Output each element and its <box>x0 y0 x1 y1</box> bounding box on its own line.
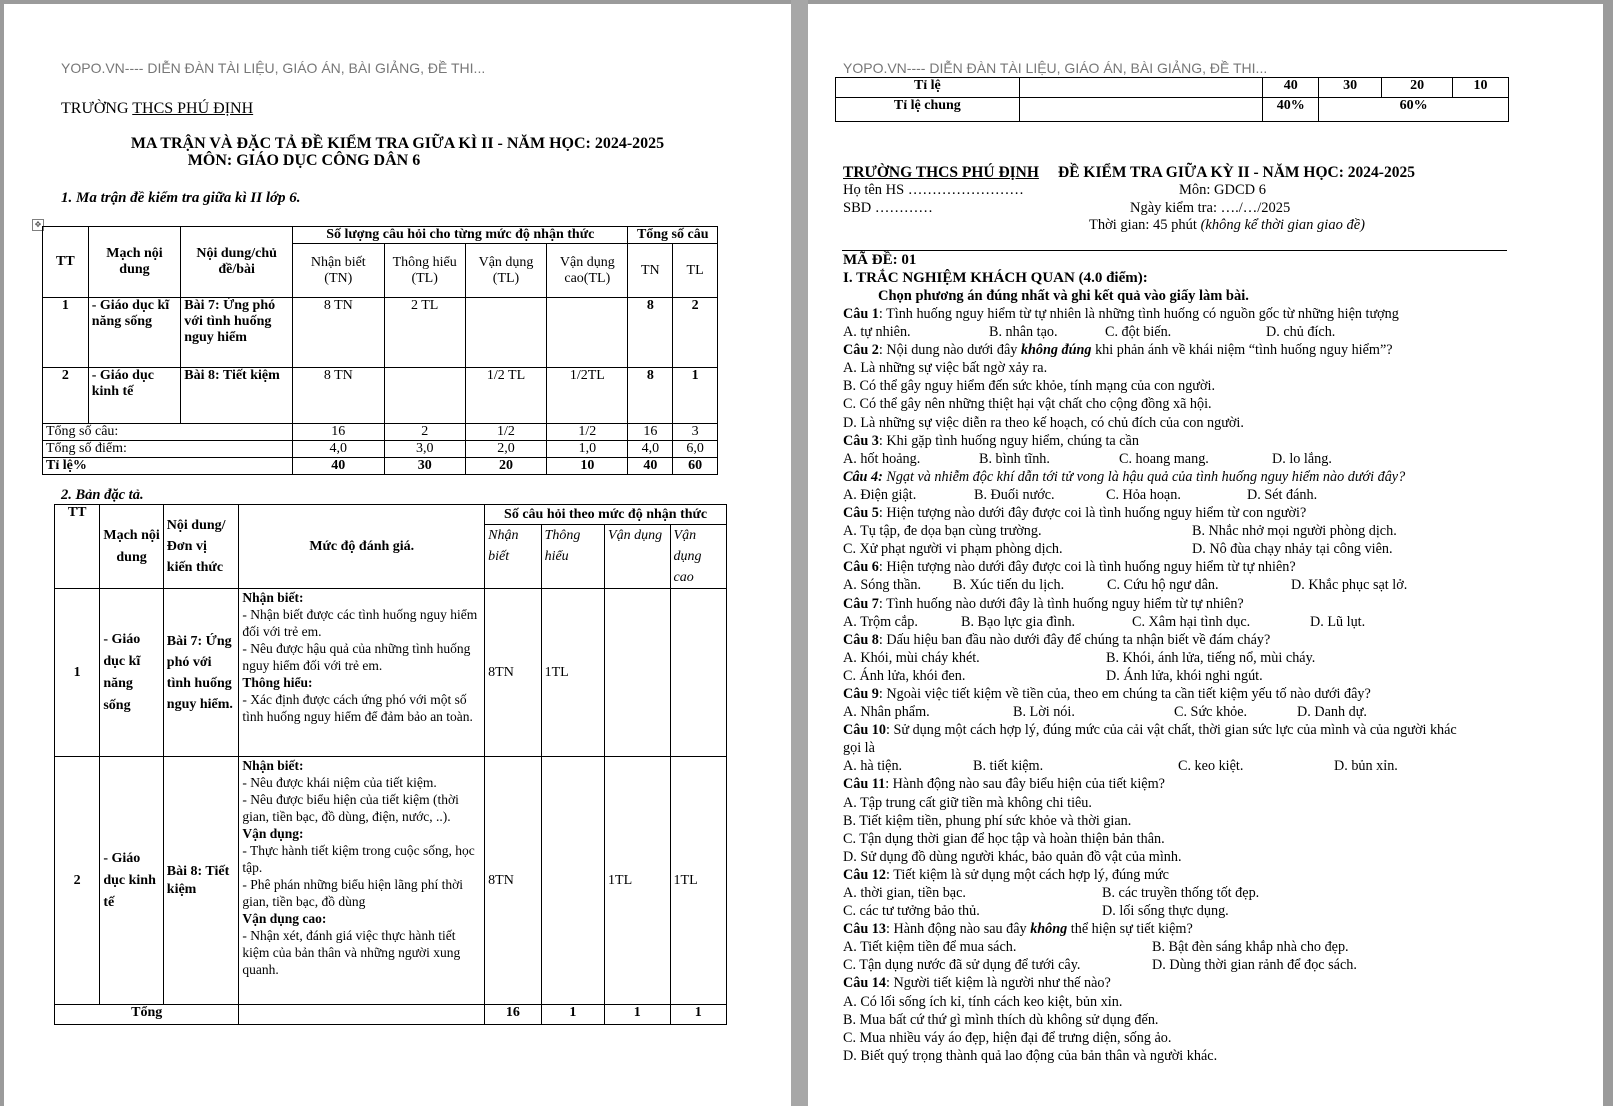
ratio-cell: 10 <box>1453 78 1509 98</box>
question-text: Ngạt và nhiễm độc khí dẫn tới tử vong là hậu quả của tình huống nguy hiểm nào dưới đây? <box>882 468 1406 485</box>
answer-option: D. Là những sự việc diễn ra theo kế hoạch, có chủ đích của con người. <box>843 414 1244 431</box>
answer-row <box>843 703 1492 721</box>
spec-level-item: - Xác định được cách ứng phó với một số tình huống nguy hiểm để đảm bảo an toàn. <box>242 692 473 724</box>
matrix-cell-tn: 8 <box>628 298 673 368</box>
exam-time-text: Thời gian: 45 phút <box>1089 217 1201 233</box>
matrix-sum-vdc: 1/2 <box>547 424 628 441</box>
answer-option: B. Đuối nước. <box>974 486 1055 503</box>
matrix-h-soluong: Số lượng câu hỏi cho từng mức độ nhận thức <box>293 227 628 244</box>
matrix-cell-th <box>384 368 465 424</box>
exam-subject: Môn: GDCD 6 <box>1179 182 1267 198</box>
spec-level-heading: Vận dụng cao: <box>242 911 327 926</box>
answer-option: A. Tập trung cất giữ tiền mà không chi tiêu. <box>843 794 1092 811</box>
table-row <box>55 757 727 1005</box>
answer-row <box>843 1011 1492 1029</box>
matrix-cell-tt: 1 <box>43 298 89 368</box>
spec-cell-mucdo <box>239 589 485 757</box>
matrix-sum-vdc: 10 <box>547 458 628 475</box>
question-stem <box>843 432 1492 450</box>
answer-option: C. hoang mang. <box>1119 450 1209 467</box>
matrix-h-tn: TN <box>628 244 673 298</box>
matrix-h-tl: TL <box>673 244 718 298</box>
matrix-sum-tl: 60 <box>673 458 718 475</box>
question-label: Câu 13 <box>843 921 886 938</box>
exam-code: MÃ ĐỀ: 01 <box>843 252 917 268</box>
table-row <box>55 589 727 757</box>
question-text: : Hiện tượng nào dưới đây được coi là tình huống nguy hiểm từ con người? <box>878 505 1307 522</box>
spec-level-heading: Vận dụng: <box>242 826 304 841</box>
answer-option: D. lo lắng. <box>1272 450 1332 467</box>
site-header: YOPO.VN---- DIỄN ĐÀN TÀI LIỆU, GIÁO ÁN, BÀI GIẢNG, ĐỀ THI... <box>843 60 1268 76</box>
matrix-sum-label: Tổng số câu: <box>43 424 293 441</box>
answer-option: B. Tiết kiệm tiền, phung phí sức khỏe và thời gian. <box>843 812 1132 829</box>
answer-option: A. Khói, mùi cháy khét. <box>843 649 980 666</box>
question-label: Câu 9 <box>843 685 879 702</box>
matrix-cell-tl: 1 <box>673 368 718 424</box>
spec-total-vdc: 1 <box>670 1005 726 1025</box>
spec-total-nb: 16 <box>485 1005 541 1025</box>
section1-heading: 1. Ma trận đề kiểm tra giữa kì II lớp 6. <box>61 190 301 206</box>
ratio-cell: 40% <box>1263 98 1319 122</box>
spec-h-vd: Vận dụng <box>605 525 670 589</box>
matrix-h-nb: Nhận biết (TN) <box>293 244 384 298</box>
matrix-sum-th: 3,0 <box>384 441 465 458</box>
question-emphasis: không <box>1030 921 1068 938</box>
question-text: : Nội dung nào dưới đây <box>878 342 1021 359</box>
spec-level-item: - Nêu được khái niệm của tiết kiệm. <box>242 775 437 790</box>
answer-option: D. Khắc phục sạt lở. <box>1291 577 1408 594</box>
answer-option: C. keo kiệt. <box>1178 758 1244 775</box>
answer-option: C. Có thể gây nên những thiệt hại vật chất cho cộng đồng xã hội. <box>843 396 1212 413</box>
matrix-cell-tn: 8 <box>628 368 673 424</box>
part1-heading: I. TRẮC NGHIỆM KHÁCH QUAN (4.0 điểm): <box>843 270 1148 286</box>
answer-option: D. lối sống thực dụng. <box>1102 903 1229 920</box>
answer-row <box>843 757 1492 775</box>
section2-heading: 2. Bản đặc tả. <box>61 487 144 503</box>
question-text: : Hành động nào sau đây <box>885 921 1031 938</box>
matrix-cell-bai: Bài 7: Ứng phó với tình huống nguy hiểm <box>181 298 293 368</box>
question-stem <box>843 504 1492 522</box>
answer-row <box>843 993 1492 1011</box>
question-text: : Hành động nào sau đây biểu hiện của tiết kiệm? <box>885 776 1165 793</box>
answer-option: B. Khói, ánh lửa, tiếng nổ, mùi cháy. <box>1106 649 1316 666</box>
school-prefix: TRƯỜNG <box>61 100 133 117</box>
answer-row <box>843 359 1492 377</box>
answer-option: D. Dùng thời gian rảnh để đọc sách. <box>1152 957 1357 974</box>
answer-row <box>843 812 1492 830</box>
spec-cell-mucdo <box>239 757 485 1005</box>
table-move-handle-icon[interactable]: ✥ <box>32 219 44 231</box>
question-label: Câu 7 <box>843 595 879 612</box>
ratio-empty <box>1019 98 1263 122</box>
matrix-h-mach: Mạch nội dung <box>88 227 181 298</box>
question-stem <box>843 558 1492 576</box>
question-label: Câu 6 <box>843 559 879 576</box>
spec-cell-vdc <box>670 589 726 757</box>
spec-h-th: Thông hiểu <box>541 525 604 589</box>
spec-h-socau: Số câu hỏi theo mức độ nhận thức <box>485 505 727 525</box>
answer-option: A. Là những sự việc bất ngờ xảy ra. <box>843 360 1048 377</box>
answer-option: D. Danh dự. <box>1297 704 1367 721</box>
answer-option: A. Có lối sống ích kỉ, tính cách keo kiệt, bủn xỉn. <box>843 993 1123 1010</box>
spec-cell-nb: 8TN <box>485 757 541 1005</box>
matrix-sum-nb: 16 <box>293 424 384 441</box>
question-stem <box>843 775 1492 793</box>
matrix-cell-vdc: 1/2TL <box>547 368 628 424</box>
answer-row <box>843 667 1492 685</box>
spec-cell-mach: - Giáo dục kinh tế <box>100 757 163 1005</box>
answer-row <box>843 522 1492 540</box>
answer-row <box>843 830 1492 848</box>
question-text: : Ngoài việc tiết kiệm về tiền của, theo em chúng ta cần tiết kiệm yếu tố nào dưới đây? <box>878 685 1371 702</box>
answer-option: A. Điện giật. <box>843 486 917 503</box>
question-stem <box>843 866 1492 884</box>
school-line <box>61 100 253 118</box>
matrix-cell-nb: 8 TN <box>293 298 384 368</box>
answer-row <box>843 323 1492 341</box>
matrix-sum-vd: 1/2 <box>465 424 546 441</box>
exam-school: TRƯỜNG THCS PHÚ ĐỊNH <box>843 164 1039 181</box>
question-label: Câu 11 <box>843 776 886 793</box>
matrix-cell-vdc <box>547 298 628 368</box>
spec-level-heading: Nhận biết: <box>242 758 304 773</box>
matrix-sum-tn: 4,0 <box>628 441 673 458</box>
matrix-cell-vd: 1/2 TL <box>465 368 546 424</box>
page-gutter <box>791 0 808 1106</box>
answer-row <box>843 414 1492 432</box>
exam-time <box>1089 217 1365 234</box>
sbd-line: SBD ………… <box>843 200 933 216</box>
answer-row <box>843 649 1492 667</box>
answer-row <box>843 1029 1492 1047</box>
matrix-h-vdc: Vận dụng cao(TL) <box>547 244 628 298</box>
question-stem <box>843 595 1492 613</box>
question-label: Câu 5 <box>843 505 879 522</box>
answer-row <box>843 848 1492 866</box>
spec-total-label: Tổng <box>55 1005 239 1025</box>
answer-option: C. Hỏa hoạn. <box>1106 486 1181 503</box>
matrix-h-th: Thông hiểu (TL) <box>384 244 465 298</box>
question-label: Câu 4: <box>843 468 883 485</box>
answer-option: A. Tiết kiệm tiền để mua sách. <box>843 939 1017 956</box>
spec-cell-th: 1TL <box>541 589 604 757</box>
answer-option: D. Biết quý trọng thành quả lao động của bản thân và người khác. <box>843 1047 1218 1064</box>
matrix-title: MA TRẬN VÀ ĐẶC TẢ ĐỀ KIỂM TRA GIỮA KÌ II - NĂM HỌC: 2024-2025 <box>130 135 665 152</box>
question-text: : Sử dụng một cách hợp lý, đúng mức của cải vật chất, thời gian sức lực của mình và của người khác <box>885 722 1457 739</box>
spec-total-vd: 1 <box>605 1005 670 1025</box>
answer-row <box>843 613 1492 631</box>
question-text: : Dấu hiệu ban đầu nào dưới đây để chúng ta nhận biết về đám cháy? <box>878 631 1271 648</box>
spec-cell-bai: Bài 8: Tiết kiệm <box>163 757 239 1005</box>
answer-option: A. Nhân phẩm. <box>843 704 930 721</box>
table-row <box>43 368 718 424</box>
spec-h-noidung: Nội dung/Đơn vị kiến thức <box>163 505 239 589</box>
question-stem <box>843 468 1492 486</box>
matrix-sum-th: 30 <box>384 458 465 475</box>
spec-level-heading: Thông hiểu: <box>242 675 313 690</box>
ratio-table <box>835 77 1509 122</box>
answer-option: D. chủ đích. <box>1266 324 1336 341</box>
question-text: : Người tiết kiệm là người như thế nào? <box>885 975 1111 992</box>
answer-row <box>843 938 1492 956</box>
spec-cell-tt: 1 <box>55 589 100 757</box>
spec-cell-vd: 1TL <box>605 757 670 1005</box>
question-stem <box>843 920 1492 938</box>
spec-h-mach: Mạch nội dung <box>100 505 163 589</box>
answer-option: C. Tận dụng nước đã sử dụng để tưới cây. <box>843 957 1081 974</box>
answer-option: D. Lũ lụt. <box>1310 613 1366 630</box>
answer-option: B. Nhắc nhở mọi người phòng dịch. <box>1192 523 1397 540</box>
spec-h-nb: Nhận biết <box>485 525 541 589</box>
matrix-sum-th: 2 <box>384 424 465 441</box>
answer-option: B. bình tĩnh. <box>979 450 1050 467</box>
matrix-h-vd: Vận dụng (TL) <box>465 244 546 298</box>
answer-option: B. Bạo lực gia đình. <box>961 613 1076 630</box>
answer-option: A. hốt hoảng. <box>843 450 921 467</box>
answer-option: D. Ánh lửa, khói nghi ngút. <box>1106 667 1263 684</box>
matrix-table <box>42 226 718 475</box>
exam-date: Ngày kiểm tra: …./…/2025 <box>1130 200 1291 216</box>
question-text: : Khi gặp tình huống nguy hiểm, chúng ta cần <box>878 432 1139 449</box>
matrix-sum-tl: 3 <box>673 424 718 441</box>
matrix-cell-vd <box>465 298 546 368</box>
document-page-right <box>808 4 1603 1106</box>
answer-option: D. Sử dụng đồ dùng người khác, bảo quản đồ vật của mình. <box>843 848 1182 865</box>
spec-cell-mach: - Giáo dục kĩ năng sống <box>100 589 163 757</box>
student-name-line: Họ tên HS …………………… <box>843 182 1024 198</box>
answer-row <box>843 576 1492 594</box>
spec-cell-vdc: 1TL <box>670 757 726 1005</box>
matrix-cell-mach: - Giáo dục kĩ năng sống <box>88 298 181 368</box>
answer-row <box>843 486 1492 504</box>
spec-cell-bai: Bài 7: Ứng phó với tình huống nguy hiểm. <box>163 589 239 757</box>
site-header: YOPO.VN---- DIỄN ĐÀN TÀI LIỆU, GIÁO ÁN, BÀI GIẢNG, ĐỀ THI... <box>61 60 486 76</box>
answer-option: C. các tư tưởng bảo thủ. <box>843 903 980 920</box>
question-label: Câu 10 <box>843 722 886 739</box>
matrix-sum-vd: 2,0 <box>465 441 546 458</box>
question-label: Câu 12 <box>843 866 886 883</box>
answer-option: C. Sức khỏe. <box>1174 704 1248 721</box>
answer-option: B. tiết kiệm. <box>973 758 1044 775</box>
table-row <box>43 298 718 368</box>
table-row <box>43 458 718 475</box>
question-text: khi phản ánh về khái niệm “tình huống nguy hiểm”? <box>1091 342 1393 359</box>
table-row <box>43 441 718 458</box>
instruction: Chọn phương án đúng nhất và ghi kết quả vào giấy làm bài. <box>878 288 1249 304</box>
question-text: : Tình huống nguy hiểm từ tự nhiên là những tình huống có nguồn gốc từ những hiện tượng <box>878 306 1399 322</box>
spec-h-mucdo: Mức độ đánh giá. <box>239 505 485 589</box>
ratio-cell: 40 <box>1263 78 1319 98</box>
matrix-sum-vdc: 1,0 <box>547 441 628 458</box>
question-text: : Tiết kiệm là sử dụng một cách hợp lý, đúng mức <box>885 866 1169 883</box>
matrix-h-tt: TT <box>43 227 89 298</box>
ratio-cell: 30 <box>1319 78 1382 98</box>
answer-option: C. đột biến. <box>1105 324 1172 341</box>
ratio-label: Tỉ lệ <box>836 78 1020 98</box>
matrix-subject: MÔN: GIÁO DỤC CÔNG DÂN 6 <box>187 152 421 169</box>
matrix-cell-tl: 2 <box>673 298 718 368</box>
answer-option: B. nhân tạo. <box>989 324 1058 341</box>
question-text: thể hiện sự tiết kiệm? <box>1067 921 1193 938</box>
table-row <box>43 424 718 441</box>
school-name: THCS PHÚ ĐỊNH <box>132 100 254 117</box>
question-text-continued: gọi là <box>843 740 875 757</box>
question-label: Câu 14 <box>843 975 886 992</box>
spec-level-item: - Nêu được hậu quả của những tình huống nguy hiểm đối với trẻ em. <box>242 641 471 673</box>
question-stem <box>843 341 1492 359</box>
spec-level-item: - Nhận xét, đánh giá việc thực hành tiết kiệm của bản thân và những người xung quanh. <box>242 928 461 977</box>
spec-total-th: 1 <box>541 1005 604 1025</box>
answer-row <box>843 794 1492 812</box>
answer-option: D. Nô đùa chạy nhảy tại công viên. <box>1192 541 1393 558</box>
document-page-left <box>4 4 791 1106</box>
matrix-sum-nb: 40 <box>293 458 384 475</box>
answer-option: C. Ánh lửa, khói đen. <box>843 667 966 684</box>
matrix-h-tong: Tổng số câu <box>628 227 718 244</box>
questions-list <box>843 305 1492 1065</box>
spec-cell-nb: 8TN <box>485 589 541 757</box>
matrix-sum-nb: 4,0 <box>293 441 384 458</box>
answer-option: B. Bật đèn sáng khắp nhà cho đẹp. <box>1152 939 1349 956</box>
answer-option: A. Sóng thần. <box>843 577 922 594</box>
question-emphasis: không đúng <box>1020 342 1092 359</box>
spec-level-item: - Thực hành tiết kiệm trong cuộc sống, học tập. <box>242 843 475 875</box>
answer-option: A. Trộm cắp. <box>843 613 918 630</box>
answer-row <box>843 956 1492 974</box>
answer-row <box>843 902 1492 920</box>
answer-option: A. Tụ tập, đe dọa bạn cùng trường. <box>843 523 1042 540</box>
table-row <box>55 1005 727 1025</box>
exam-time-note: (không kể thời gian giao đề) <box>1200 217 1365 233</box>
spec-cell-tt: 2 <box>55 757 100 1005</box>
matrix-cell-nb: 8 TN <box>293 368 384 424</box>
matrix-sum-tn: 16 <box>628 424 673 441</box>
ratio-cell: 20 <box>1382 78 1453 98</box>
answer-row <box>843 884 1492 902</box>
matrix-h-noidung: Nội dung/chủ đề/bài <box>181 227 293 298</box>
spec-level-item: - Nhận biết được các tình huống nguy hiểm đối với trẻ em. <box>242 607 478 639</box>
table-row <box>836 98 1509 122</box>
table-row <box>836 78 1509 98</box>
answer-option: B. Mua bất cứ thứ gì mình thích dù không sử dụng đến. <box>843 1011 1159 1028</box>
matrix-sum-label: Tổng số điểm: <box>43 441 293 458</box>
answer-option: A. tự nhiên. <box>843 324 911 341</box>
answer-row <box>843 395 1492 413</box>
answer-option: A. thời gian, tiền bạc. <box>843 885 966 901</box>
spec-total-empty <box>239 1005 485 1025</box>
question-stem <box>843 721 1492 739</box>
question-text: : Tình huống nào dưới đây là tình huống nguy hiểm từ tự nhiên? <box>878 595 1244 612</box>
spec-level-heading: Nhận biết: <box>242 590 304 605</box>
question-stem <box>843 974 1492 992</box>
answer-option: B. Có thể gây nguy hiểm đến sức khỏe, tính mạng của con người. <box>843 378 1215 395</box>
question-stem <box>843 305 1492 323</box>
answer-row <box>843 540 1492 558</box>
answer-row <box>843 450 1492 468</box>
answer-option: C. Xử phạt người vi phạm phòng dịch. <box>843 541 1063 558</box>
matrix-cell-th: 2 TL <box>384 298 465 368</box>
answer-option: C. Cứu hộ ngư dân. <box>1107 577 1219 594</box>
answer-option: A. hà tiện. <box>843 758 903 775</box>
question-stem <box>843 685 1492 703</box>
matrix-cell-bai: Bài 8: Tiết kiệm <box>181 368 293 424</box>
spec-h-tt: TT <box>55 505 100 589</box>
spec-cell-th <box>541 757 604 1005</box>
spec-level-item: - Nêu được biểu hiện của tiết kiệm (thời gian, tiền bạc, đồ dùng, điện, nước, ..). <box>242 792 459 824</box>
exam-title: ĐỀ KIỂM TRA GIỮA KỲ II - NĂM HỌC: 2024-2025 <box>1058 164 1415 181</box>
ratio-empty <box>1019 78 1263 98</box>
matrix-sum-tl: 6,0 <box>673 441 718 458</box>
question-label: Câu 8 <box>843 631 879 648</box>
question-label: Câu 3 <box>843 432 879 449</box>
question-label: Câu 2 <box>843 342 879 359</box>
answer-option: B. Xúc tiến du lịch. <box>953 577 1065 594</box>
matrix-sum-tn: 40 <box>628 458 673 475</box>
question-stem <box>843 631 1492 649</box>
matrix-sum-vd: 20 <box>465 458 546 475</box>
question-text: : Hiện tượng nào dưới đây được coi là tình huống nguy hiểm từ tự nhiên? <box>878 559 1296 576</box>
matrix-sum-label: Tỉ lệ% <box>43 458 293 475</box>
divider <box>842 250 1507 251</box>
spec-table <box>54 504 727 1025</box>
answer-option: C. Mua nhiều váy áo đẹp, hiện đại để trưng diện, sống ảo. <box>843 1029 1172 1046</box>
ratio-label: Tỉ lệ chung <box>836 98 1020 122</box>
answer-option: B. các truyền thống tốt đẹp. <box>1102 885 1260 901</box>
answer-option: C. Tận dụng thời gian để học tập và hoàn thiện bản thân. <box>843 830 1165 847</box>
matrix-cell-mach: - Giáo dục kinh tế <box>88 368 181 424</box>
answer-option: D. bủn xỉn. <box>1334 758 1398 775</box>
answer-row <box>843 1047 1492 1065</box>
answer-option: C. Xâm hại tình dục. <box>1132 613 1251 630</box>
spec-level-item: - Phê phán những biểu hiện lãng phí thời gian, tiền bạc, đồ dùng <box>242 877 464 909</box>
matrix-cell-tt: 2 <box>43 368 89 424</box>
spec-cell-vd <box>605 589 670 757</box>
question-label: Câu 1 <box>843 306 879 322</box>
answer-row <box>843 377 1492 395</box>
answer-option: D. Sét đánh. <box>1247 486 1318 503</box>
spec-h-vdc: Vận dụng cao <box>670 525 726 589</box>
ratio-cell: 60% <box>1319 98 1509 122</box>
answer-option: B. Lời nói. <box>1013 704 1075 721</box>
